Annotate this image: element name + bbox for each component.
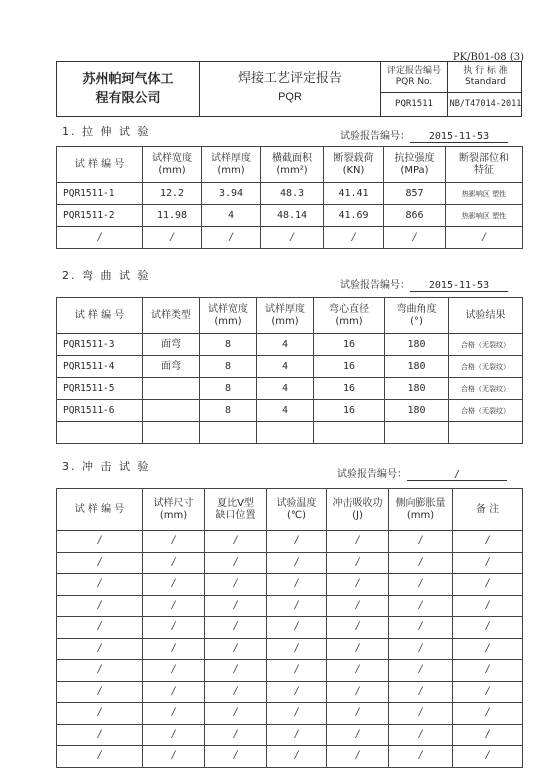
table-cell: / <box>267 703 327 725</box>
table-cell: / <box>389 638 453 660</box>
table-cell: / <box>327 638 389 660</box>
table-cell: / <box>205 595 267 617</box>
table-cell: / <box>327 660 389 682</box>
table-cell: / <box>389 552 453 574</box>
table-row <box>57 227 523 249</box>
table-cell: / <box>267 595 327 617</box>
impact-header-cell: 侧向膨胀量 (mm) <box>389 489 453 531</box>
tensile-header-cell: 试样宽度 (mm) <box>143 147 202 183</box>
bend-header-cell: 试样类型 <box>143 298 200 334</box>
table-row <box>57 356 523 378</box>
table-cell: / <box>205 531 267 553</box>
pqr-value: PQR1511 <box>395 99 433 109</box>
table-cell: / <box>327 531 389 553</box>
table-cell: / <box>143 724 205 746</box>
table-cell <box>143 378 200 400</box>
table-cell: / <box>267 638 327 660</box>
impact-section-title: 3. 冲 击 试 验 <box>62 460 151 473</box>
table-cell: / <box>57 681 143 703</box>
table-cell <box>314 422 385 444</box>
bend-table <box>56 297 523 444</box>
table-cell: 合格（无裂纹） <box>449 400 523 422</box>
table-cell: 面弯 <box>143 334 200 356</box>
impact-report-number: 试验报告编号： / <box>337 465 507 481</box>
tensile-header-row <box>57 147 523 183</box>
table-cell: / <box>453 703 523 725</box>
table-row <box>57 378 523 400</box>
table-cell: 180 <box>385 356 449 378</box>
table-cell: / <box>453 574 523 596</box>
table-cell: / <box>446 227 523 249</box>
tensile-header-cell: 横截面积 (mm²) <box>261 147 324 183</box>
table-cell: 12.2 <box>143 183 202 205</box>
table-cell: 180 <box>385 378 449 400</box>
impact-table <box>56 488 523 768</box>
table-cell: / <box>205 638 267 660</box>
table-cell: 16 <box>314 334 385 356</box>
table-cell: 16 <box>314 400 385 422</box>
table-cell: / <box>143 574 205 596</box>
table-cell: / <box>389 724 453 746</box>
table-cell: / <box>267 617 327 639</box>
table-cell: / <box>143 531 205 553</box>
table-cell: / <box>327 703 389 725</box>
table-cell <box>385 422 449 444</box>
standard-value: NB/T47014-2011 <box>449 99 522 109</box>
table-cell: 16 <box>314 378 385 400</box>
tensile-section-title: 1. 拉 伸 试 验 <box>62 125 151 138</box>
table-cell: / <box>453 724 523 746</box>
table-cell: / <box>57 574 143 596</box>
document-header <box>56 61 522 117</box>
bend-header-cell: 弯曲角度 (°) <box>385 298 449 334</box>
table-cell: / <box>261 227 324 249</box>
table-row <box>57 660 523 682</box>
tensile-header-cell: 抗拉强度 (MPa) <box>384 147 446 183</box>
table-cell <box>449 422 523 444</box>
table-cell: / <box>389 574 453 596</box>
table-cell: / <box>327 617 389 639</box>
table-cell: 16 <box>314 356 385 378</box>
bend-report-number: 试验报告编号： 2015-11-53 <box>340 276 508 292</box>
table-cell: / <box>267 552 327 574</box>
table-cell: / <box>389 595 453 617</box>
table-cell: / <box>143 227 202 249</box>
table-cell: 857 <box>384 183 446 205</box>
impact-header-cell: 试 样 编 号 <box>57 489 143 531</box>
table-cell: 4 <box>257 356 314 378</box>
table-cell: / <box>267 746 327 768</box>
table-cell: 4 <box>202 205 261 227</box>
table-row <box>57 205 523 227</box>
bend-header-cell: 试样宽度 (mm) <box>200 298 257 334</box>
table-cell: / <box>57 552 143 574</box>
table-cell: 合格（无裂纹） <box>449 356 523 378</box>
table-row <box>57 638 523 660</box>
table-cell: / <box>453 531 523 553</box>
table-cell: PQR1511-4 <box>57 356 143 378</box>
table-row <box>57 595 523 617</box>
table-cell <box>200 422 257 444</box>
table-cell: / <box>453 595 523 617</box>
page-code: PK/B01-08 (3) <box>452 52 524 63</box>
tensile-table <box>56 146 523 249</box>
table-cell: / <box>57 595 143 617</box>
table-cell: / <box>267 574 327 596</box>
table-row <box>57 681 523 703</box>
impact-header-cell: 夏比V型 缺口位置 <box>205 489 267 531</box>
table-row <box>57 574 523 596</box>
table-cell: / <box>267 531 327 553</box>
impact-header-cell: 备 注 <box>453 489 523 531</box>
tensile-header-cell: 断裂载荷 (KN) <box>324 147 384 183</box>
table-row <box>57 422 523 444</box>
table-cell: 48.3 <box>261 183 324 205</box>
table-cell: 8 <box>200 334 257 356</box>
table-cell: / <box>453 552 523 574</box>
table-cell: / <box>267 660 327 682</box>
table-cell: / <box>57 703 143 725</box>
bend-header-cell: 试验结果 <box>449 298 523 334</box>
table-cell: / <box>327 681 389 703</box>
table-cell: / <box>389 531 453 553</box>
table-cell: / <box>57 746 143 768</box>
table-cell: / <box>389 617 453 639</box>
table-cell: / <box>205 746 267 768</box>
table-cell: PQR1511-1 <box>57 183 143 205</box>
table-cell: 41.41 <box>324 183 384 205</box>
tensile-header-cell: 断裂部位和 特征 <box>446 147 523 183</box>
table-cell: 4 <box>257 378 314 400</box>
table-cell: / <box>205 681 267 703</box>
table-row <box>57 746 523 768</box>
table-cell: / <box>327 552 389 574</box>
table-cell: / <box>327 574 389 596</box>
table-cell: 866 <box>384 205 446 227</box>
table-row <box>57 334 523 356</box>
table-cell: / <box>57 638 143 660</box>
table-cell: PQR1511-5 <box>57 378 143 400</box>
table-cell: 48.14 <box>261 205 324 227</box>
table-row <box>57 183 523 205</box>
table-cell: / <box>205 724 267 746</box>
table-cell: 11.98 <box>143 205 202 227</box>
table-row <box>57 617 523 639</box>
table-cell: 热影响区 塑性 <box>446 183 523 205</box>
table-cell: 41.69 <box>324 205 384 227</box>
bend-header-cell: 弯心直径 (mm) <box>314 298 385 334</box>
table-cell: PQR1511-2 <box>57 205 143 227</box>
table-cell: / <box>205 617 267 639</box>
table-cell: PQR1511-3 <box>57 334 143 356</box>
table-cell: 4 <box>257 334 314 356</box>
table-cell: 4 <box>257 400 314 422</box>
table-cell: / <box>389 681 453 703</box>
table-row <box>57 552 523 574</box>
table-cell: 8 <box>200 400 257 422</box>
table-cell: / <box>389 660 453 682</box>
impact-header-row <box>57 489 523 531</box>
table-cell: 180 <box>385 334 449 356</box>
impact-header-cell: 试样尺寸 (mm) <box>143 489 205 531</box>
table-cell: 面弯 <box>143 356 200 378</box>
table-cell: / <box>205 660 267 682</box>
table-cell: / <box>327 746 389 768</box>
table-cell: 8 <box>200 356 257 378</box>
table-cell: 合格（无裂纹） <box>449 334 523 356</box>
table-row <box>57 400 523 422</box>
table-cell: / <box>389 703 453 725</box>
table-cell: / <box>267 724 327 746</box>
pqr-label: 评定报告编号 PQR No. <box>386 66 441 87</box>
table-cell: / <box>57 531 143 553</box>
table-cell: / <box>453 660 523 682</box>
table-cell: / <box>57 660 143 682</box>
bend-header-cell: 试样厚度 (mm) <box>257 298 314 334</box>
table-cell: / <box>205 574 267 596</box>
table-cell: / <box>57 617 143 639</box>
table-cell: 热影响区 塑性 <box>446 205 523 227</box>
table-cell: / <box>453 617 523 639</box>
company-name: 苏州帕珂气体工 程有限公司 <box>82 72 174 106</box>
impact-header-cell: 试验温度 (℃) <box>267 489 327 531</box>
table-cell <box>143 422 200 444</box>
bend-header-cell: 试 样 编 号 <box>57 298 143 334</box>
table-cell: / <box>143 595 205 617</box>
table-cell: / <box>205 703 267 725</box>
report-title: 焊接工艺评定报告 PQR <box>237 71 342 103</box>
table-cell: / <box>453 681 523 703</box>
table-cell <box>57 422 143 444</box>
table-row <box>57 724 523 746</box>
table-cell <box>143 400 200 422</box>
table-cell: 合格（无裂纹） <box>449 378 523 400</box>
table-cell: 180 <box>385 400 449 422</box>
table-cell: / <box>327 595 389 617</box>
table-cell: / <box>389 746 453 768</box>
table-cell: / <box>143 703 205 725</box>
bend-section-title: 2. 弯 曲 试 验 <box>62 269 151 282</box>
impact-header-cell: 冲击吸收功 (J) <box>327 489 389 531</box>
table-cell: / <box>324 227 384 249</box>
table-cell: 3.94 <box>202 183 261 205</box>
table-cell: / <box>453 746 523 768</box>
table-row <box>57 531 523 553</box>
table-cell <box>257 422 314 444</box>
table-cell: / <box>143 746 205 768</box>
table-cell: 8 <box>200 378 257 400</box>
table-cell: / <box>57 724 143 746</box>
tensile-header-cell: 试样厚度 (mm) <box>202 147 261 183</box>
table-cell: / <box>143 552 205 574</box>
table-cell: / <box>143 660 205 682</box>
table-cell: / <box>143 681 205 703</box>
table-cell: / <box>384 227 446 249</box>
table-row <box>57 703 523 725</box>
table-cell: / <box>143 617 205 639</box>
table-cell: / <box>267 681 327 703</box>
table-cell: PQR1511-6 <box>57 400 143 422</box>
standard-label: 执 行 标 准 Standard <box>463 66 508 87</box>
table-cell: / <box>202 227 261 249</box>
bend-header-row <box>57 298 523 334</box>
tensile-report-number: 试验报告编号： 2015-11-53 <box>340 127 508 143</box>
table-cell: / <box>57 227 143 249</box>
table-cell: / <box>453 638 523 660</box>
table-cell: / <box>327 724 389 746</box>
table-cell: / <box>205 552 267 574</box>
table-cell: / <box>143 638 205 660</box>
tensile-header-cell: 试 样 编 号 <box>57 147 143 183</box>
